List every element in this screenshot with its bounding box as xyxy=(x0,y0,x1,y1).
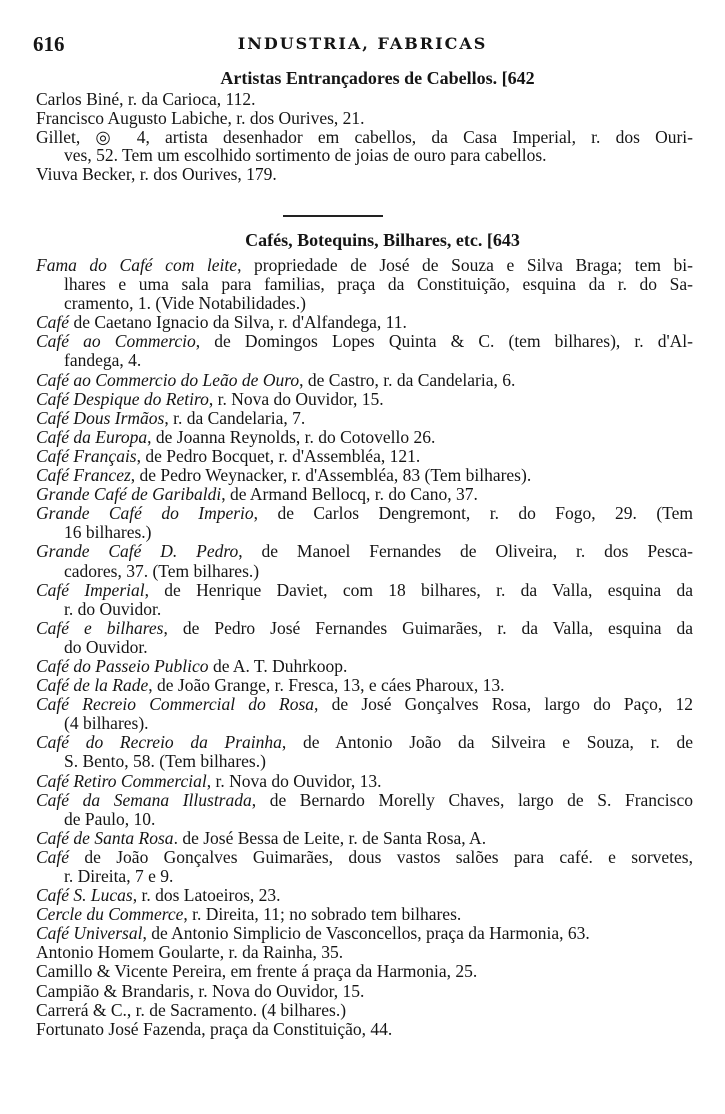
entry-line xyxy=(36,332,693,351)
entry-line xyxy=(36,924,693,943)
entry-text: , de Bernardo Morelly Chaves, largo de S. Francisco xyxy=(251,789,693,810)
directory-entry xyxy=(36,390,693,409)
entry-text: , de Pedro Weynacker, r. d'Assembléa, 83 (Tem bilhares). xyxy=(130,465,532,486)
directory-entry xyxy=(36,109,693,128)
entry-line xyxy=(36,485,693,504)
entry-text: fandega, 4. xyxy=(64,350,142,371)
directory-entry xyxy=(36,829,693,848)
directory-entry xyxy=(36,943,693,962)
entry-line xyxy=(36,619,693,638)
entry-line xyxy=(36,90,693,109)
entry-name: Café de Santa Rosa xyxy=(36,827,174,848)
directory-entry xyxy=(36,504,693,542)
entry-text: , r. Direita, 11; no sobrado tem bilhares. xyxy=(183,904,462,925)
entry-name: Café de la Rade xyxy=(36,675,149,696)
entry-text: , de Castro, r. da Candelaria, 6. xyxy=(299,369,516,390)
entry-name: Café Recreio Commercial do Rosa xyxy=(36,694,315,715)
entry-text: de Paulo, 10. xyxy=(64,808,156,829)
entry-line xyxy=(36,146,693,165)
entry-name: Café xyxy=(36,312,70,333)
entry-text: , de Antonio Simplicio de Vasconcellos, praça da Harmonia, 63. xyxy=(142,923,590,944)
directory-entry xyxy=(36,905,693,924)
entry-name: Café Retiro Commercial xyxy=(36,770,207,791)
directory-entry xyxy=(36,1001,693,1020)
entry-text: (4 bilhares). xyxy=(64,713,149,734)
entry-line xyxy=(36,810,693,829)
entry-text: Carlos Biné, r. da Carioca, 112. xyxy=(36,89,256,109)
directory-entry xyxy=(36,409,693,428)
entry-text: r. Direita, 7 e 9. xyxy=(64,866,174,886)
entry-line xyxy=(36,390,693,409)
entry-line xyxy=(36,562,693,581)
entry-text: do Ouvidor. xyxy=(64,636,148,657)
entry-name: Café Français xyxy=(36,445,137,466)
entry-text: , de João Grange, r. Fresca, 13, e cáes Pharoux, 13. xyxy=(148,675,505,696)
entry-text: , r. Nova do Ouvidor, 13. xyxy=(206,770,382,791)
page-number: 616 xyxy=(33,32,65,56)
entry-line xyxy=(36,581,693,600)
entry-line xyxy=(36,542,693,561)
directory-entry xyxy=(36,90,693,109)
entry-text: S. Bento, 58. (Tem bilhares.) xyxy=(64,751,266,772)
entry-text: ves, 52. Tem um escolhido sortimento de joias de ouro para cabellos. xyxy=(64,145,547,166)
entry-line xyxy=(36,867,693,886)
directory-entry xyxy=(36,791,693,829)
directory-entry xyxy=(36,542,693,580)
entry-line xyxy=(36,428,693,447)
entry-line xyxy=(36,447,693,466)
section-heading-artistas: Artistas Entrançadores de Cabellos. [642 xyxy=(220,68,535,88)
entry-line xyxy=(36,1020,693,1039)
entry-text: Francisco Augusto Labiche, r. dos Ourives, 21. xyxy=(36,107,365,128)
directory-entry xyxy=(36,676,693,695)
entry-name: Café ao Commercio xyxy=(36,331,196,352)
entry-line xyxy=(36,657,693,676)
entry-line xyxy=(36,523,693,542)
entry-text: Camillo & Vicente Pereira, em frente á praça da Harmonia, 25. xyxy=(36,961,478,982)
entry-name: Café Imperial xyxy=(36,579,145,600)
entry-text: , de Pedro José Fernandes Guimarães, r. da Valla, esquina da xyxy=(163,617,693,638)
entry-line xyxy=(36,943,693,962)
section-cafes-entries xyxy=(36,256,693,1039)
entry-line xyxy=(36,905,693,924)
entry-name: Grande Café de Garibaldi xyxy=(36,484,222,505)
entry-line xyxy=(36,886,693,905)
directory-entry xyxy=(36,428,693,447)
entry-text: , propriedade de José de Souza e Silva Braga; tem bi- xyxy=(237,255,693,275)
entry-text: lhares e uma sala para familias, praça da Constituição, esquina da r. do Sa- xyxy=(64,274,693,295)
entry-line xyxy=(36,791,693,810)
directory-entry xyxy=(36,165,693,184)
entry-text: , de Henrique Daviet, com 18 bilhares, r. da Valla, esquina da xyxy=(144,579,693,600)
entry-name: Café do Passeio Publico xyxy=(36,655,209,676)
section-artistas-entries xyxy=(36,90,693,184)
entry-line xyxy=(36,714,693,733)
entry-text: Carrerá & C., r. de Sacramento. (4 bilhares.) xyxy=(36,999,347,1020)
entry-text: Viuva Becker, r. dos Ourives, 179. xyxy=(36,164,277,185)
directory-entry xyxy=(36,772,693,791)
section-divider xyxy=(283,215,383,217)
entry-name: Café Dous Irmãos xyxy=(36,407,165,428)
entry-line xyxy=(36,466,693,485)
entry-name: Café ao Commercio do Leão de Ouro xyxy=(36,369,300,390)
entry-name: Café do Recreio da Prainha xyxy=(36,732,282,753)
directory-entry xyxy=(36,962,693,981)
directory-entry xyxy=(36,466,693,485)
entry-name: Café xyxy=(36,846,70,867)
entry-line xyxy=(36,752,693,771)
entry-line xyxy=(36,600,693,619)
entry-name: Café S. Lucas xyxy=(36,885,133,906)
directory-entry xyxy=(36,581,693,619)
directory-entry xyxy=(36,485,693,504)
directory-entry xyxy=(36,657,693,676)
entry-name: Café da Semana Illustrada xyxy=(36,789,252,810)
entry-text: 16 bilhares.) xyxy=(64,522,152,543)
entry-text: , de José Gonçalves Rosa, largo do Paço, 12 xyxy=(314,694,693,715)
entry-text: , de Manoel Fernandes de Oliveira, r. dos Pesca- xyxy=(238,541,693,562)
entry-text: , de Domingos Lopes Quinta & C. (tem bilhares), r. d'Al- xyxy=(195,331,693,352)
entry-line xyxy=(36,256,693,275)
directory-entry xyxy=(36,447,693,466)
entry-name: Café Universal xyxy=(36,923,143,944)
directory-entry xyxy=(36,982,693,1001)
entry-text: , r. dos Latoeiros, 23. xyxy=(132,885,281,906)
entry-name: Cercle du Commerce xyxy=(36,904,184,925)
entry-text: Fortunato José Fazenda, praça da Constituição, 44. xyxy=(36,1018,393,1039)
directory-entry xyxy=(36,371,693,390)
directory-entry xyxy=(36,619,693,657)
entry-name: Fama do Café com leite xyxy=(36,255,238,275)
entry-text: Gillet, ◎ 4, artista desenhador em cabellos, da Casa Imperial, r. dos Ouri- xyxy=(36,126,693,147)
entry-line xyxy=(36,695,693,714)
directory-entry xyxy=(36,1020,693,1039)
entry-name: Grande Café do Imperio xyxy=(36,503,254,524)
entry-line xyxy=(36,504,693,523)
running-head: INDUSTRIA, FABRICAS xyxy=(237,34,488,53)
entry-line xyxy=(36,275,693,294)
directory-entry xyxy=(36,256,693,313)
entry-text: de João Gonçalves Guimarães, dous vastos salões para café. e sorvetes, xyxy=(69,846,693,867)
entry-line xyxy=(36,676,693,695)
directory-entry xyxy=(36,848,693,886)
section-heading-cafes: Cafés, Botequins, Bilhares, etc. [643 xyxy=(245,230,520,250)
entry-text: r. do Ouvidor. xyxy=(64,598,162,619)
entry-text: , de Carlos Dengremont, r. do Fogo, 29. (Tem xyxy=(253,503,693,524)
entry-line xyxy=(36,962,693,981)
entry-line xyxy=(36,109,693,128)
entry-line xyxy=(36,371,693,390)
entry-line xyxy=(36,351,693,370)
entry-line xyxy=(36,1001,693,1020)
entry-line xyxy=(36,165,693,184)
directory-entry xyxy=(36,924,693,943)
directory-entry xyxy=(36,128,693,166)
entry-text: , de Joanna Reynolds, r. do Cotovello 26. xyxy=(147,426,436,447)
entry-text: . de José Bessa de Leite, r. de Santa Rosa, A. xyxy=(173,827,487,848)
entry-line xyxy=(36,733,693,752)
entry-line xyxy=(36,294,693,313)
entry-name: Café da Europa xyxy=(36,426,148,447)
entry-text: cramento, 1. (Vide Notabilidades.) xyxy=(64,293,306,314)
entry-line xyxy=(36,638,693,657)
directory-entry xyxy=(36,332,693,370)
entry-text: , r. da Candelaria, 7. xyxy=(164,407,306,428)
entry-line xyxy=(36,982,693,1001)
entry-name: Grande Café D. Pedro xyxy=(36,541,239,562)
directory-entry xyxy=(36,695,693,733)
entry-text: , r. Nova do Ouvidor, 15. xyxy=(208,388,384,409)
entry-text: , de Antonio João da Silveira e Souza, r. de xyxy=(281,732,693,753)
entry-line xyxy=(36,848,693,867)
entry-text: , de Pedro Bocquet, r. d'Assembléa, 121. xyxy=(136,445,421,466)
entry-text: de Caetano Ignacio da Silva, r. d'Alfandega, 11. xyxy=(69,312,407,333)
directory-entry xyxy=(36,733,693,771)
entry-text: de A. T. Duhrkoop. xyxy=(208,655,348,676)
entry-line xyxy=(36,409,693,428)
entry-name: Café Francez xyxy=(36,465,131,486)
directory-entry xyxy=(36,886,693,905)
entry-name: Café e bilhares xyxy=(36,617,164,638)
entry-line xyxy=(36,313,693,332)
directory-entry xyxy=(36,313,693,332)
entry-line xyxy=(36,772,693,791)
entry-text: , de Armand Bellocq, r. do Cano, 37. xyxy=(221,484,478,505)
entry-text: Campião & Brandaris, r. Nova do Ouvidor, 15. xyxy=(36,980,365,1001)
entry-line xyxy=(36,829,693,848)
entry-text: cadores, 37. (Tem bilhares.) xyxy=(64,560,260,581)
entry-text: Antonio Homem Goularte, r. da Rainha, 35. xyxy=(36,942,344,963)
entry-line xyxy=(36,128,693,147)
entry-name: Café Despique do Retiro xyxy=(36,388,209,409)
